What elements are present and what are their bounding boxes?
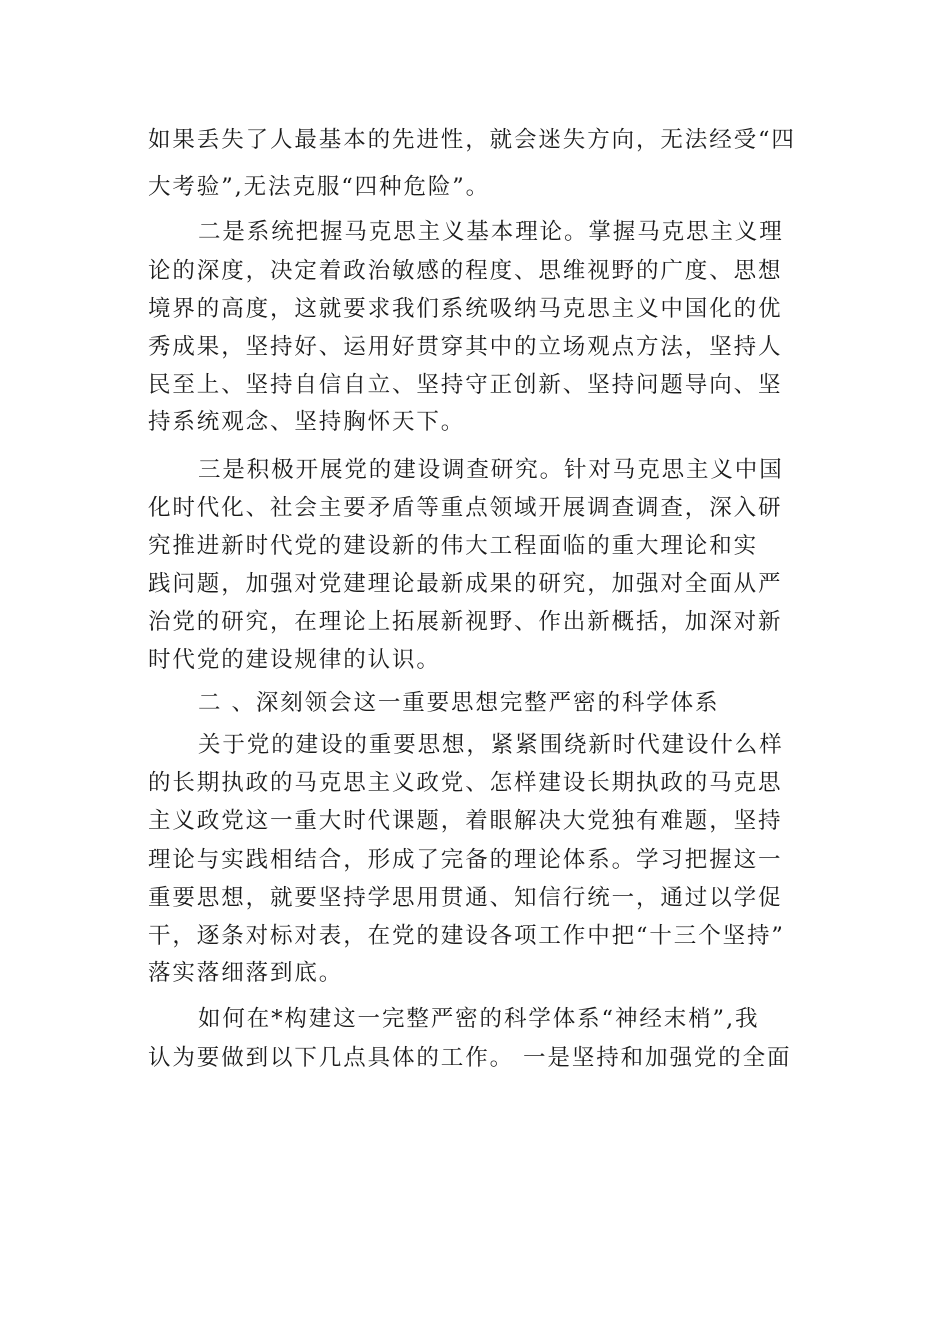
text-line: 秀成果，坚持好、运用好贯穿其中的立场观点方法，坚持人 (148, 334, 783, 360)
text-line: 持系统观念、坚持胸怀天下。 (148, 409, 466, 435)
text-line: 化时代化、社会主要矛盾等重点领域开展调查调查，深入研 (148, 495, 783, 521)
text-line: 落实落细落到底。 (148, 960, 344, 986)
text-line: 主义政党这一重大时代课题，着眼解决大党独有难题，坚持 (148, 808, 783, 834)
text-line: 的长期执政的马克思主义政党、怎样建设长期执政的马克思 (148, 770, 783, 796)
text-line: 关于党的建设的重要思想，紧紧围绕新时代建设什么样 (198, 732, 784, 758)
text-line: 三是积极开展党的建设调查研究。针对马克思主义中国 (198, 457, 784, 483)
text-line: 践问题，加强对党建理论最新成果的研究，加强对全面从严 (148, 571, 783, 597)
text-line: 治党的研究，在理论上拓展新视野、作出新概括，加深对新 (148, 609, 783, 635)
text-line: 究推进新时代党的建设新的伟大工程面临的重大理论和实 (148, 533, 759, 559)
text-line: 论的深度，决定着政治敏感的程度、思维视野的广度、思想 (148, 258, 783, 284)
section-heading: 二 、深刻领会这一重要思想完整严密的科学体系 (198, 690, 720, 716)
text-line: 如果丢失了人最基本的先进性，就会迷失方向，无法经受“四 (148, 127, 796, 153)
text-line: 认为要做到以下几点具体的工作。 一是坚持和加强党的全面 (148, 1045, 792, 1071)
text-line: 重要思想，就要坚持学思用贯通、知信行统一，通过以学促 (148, 885, 783, 911)
text-line: 干，逐条对标对表，在党的建设各项工作中把“十三个坚持” (148, 923, 785, 949)
text-line: 大考验”,无法克服“四种危险”。 (148, 174, 491, 200)
text-line: 理论与实践相结合，形成了完备的理论体系。学习把握这一 (148, 847, 783, 873)
text-line: 如何在*构建这一完整严密的科学体系“神经末梢”,我 (198, 1006, 760, 1032)
text-line: 二是系统把握马克思主义基本理论。掌握马克思主义理 (198, 219, 784, 245)
text-line: 民至上、坚持自信自立、坚持守正创新、坚持问题导向、坚 (148, 372, 783, 398)
text-line: 时代党的建设规律的认识。 (148, 647, 441, 673)
text-line: 境界的高度，这就要求我们系统吸纳马克思主义中国化的优 (148, 296, 783, 322)
